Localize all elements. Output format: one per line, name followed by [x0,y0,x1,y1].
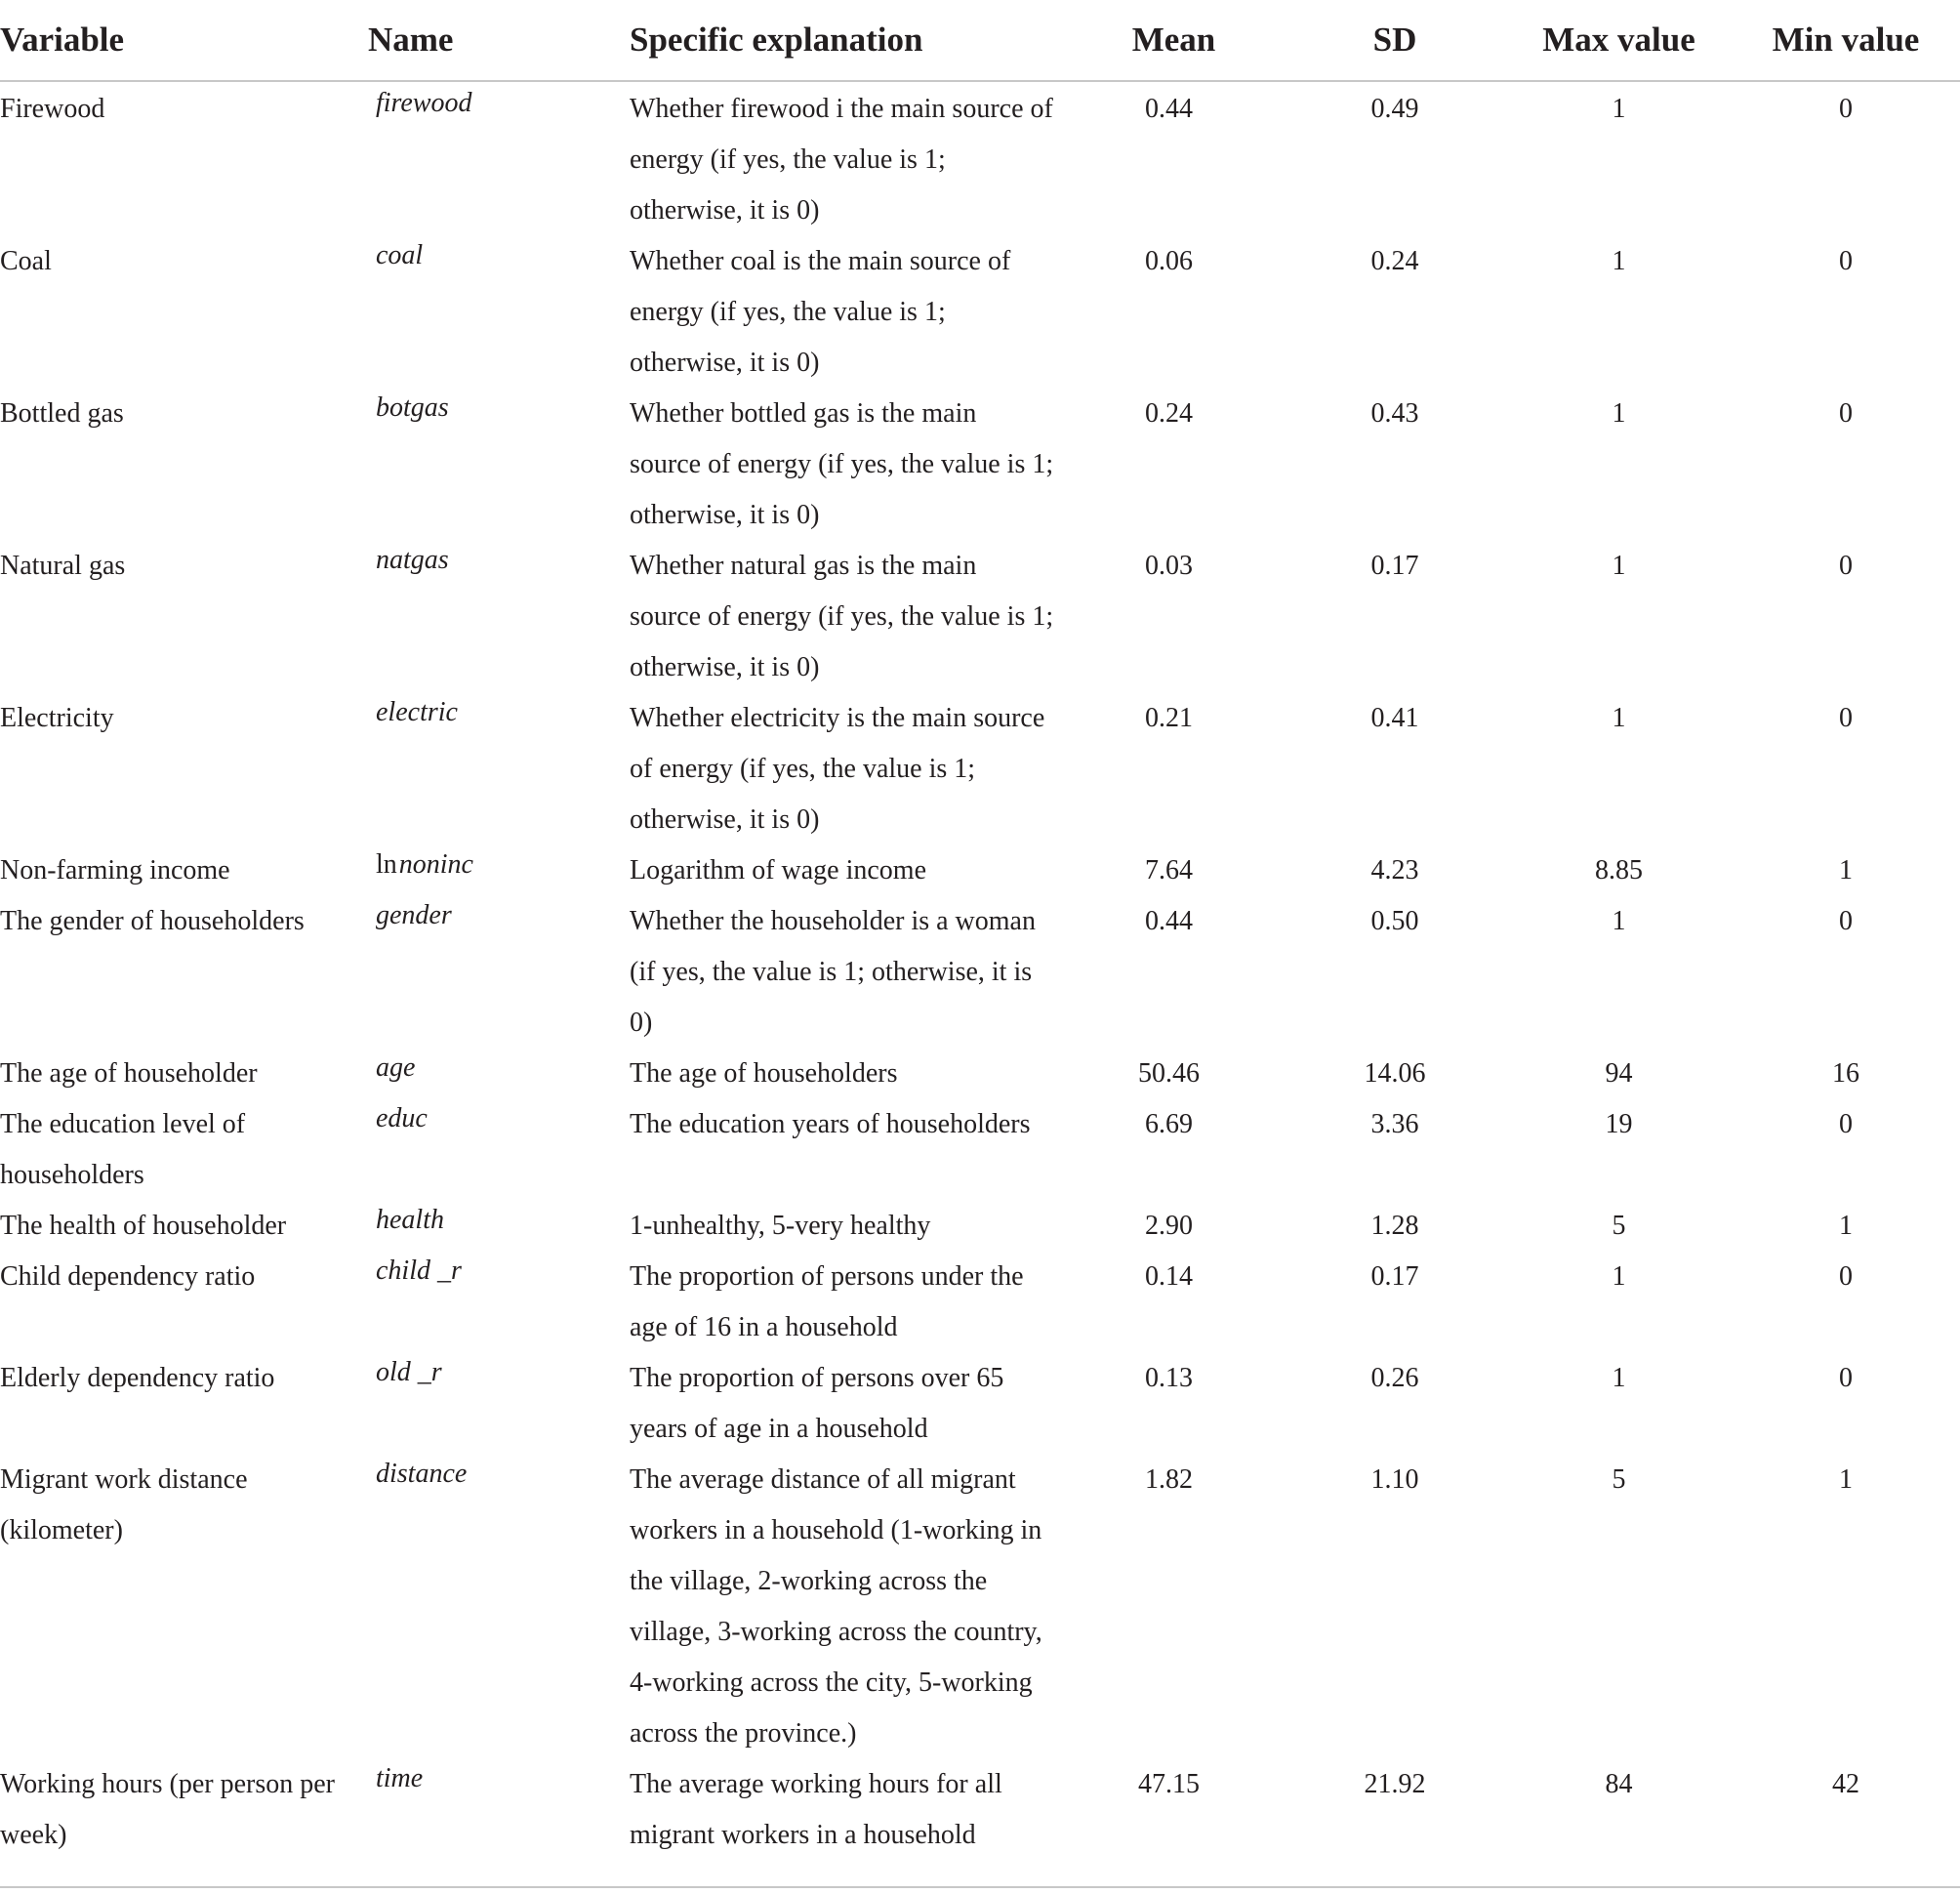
variable-code: coal [376,240,424,270]
cell-sd: 0.50 [1370,906,1419,936]
cell-sd: 14.06 [1364,1058,1426,1089]
cell-name [368,1753,630,1881]
cell-mean: 0.03 [1145,551,1193,581]
cell-name [368,1449,630,1753]
cell-min: 42 [1732,1759,1960,1887]
cell-name [368,687,630,840]
cell-explanation: Whether the householder is a woman (if yes, the value is 1; otherwise, it is 0) [630,906,1036,1038]
cell-mean: 1.82 [1145,1464,1193,1495]
cell-variable: The health of householder [0,1211,287,1241]
cell-sd: 1.28 [1370,1211,1419,1241]
cell-variable: Natural gas [0,551,126,581]
cell-mean: 0.44 [1145,906,1193,936]
cell-min: 0 [1839,1109,1853,1139]
cell-variable: The age of householder [0,1058,258,1089]
variable-code: educ [376,1103,428,1133]
log-prefix: ln [376,849,397,880]
cell-sd: 3.36 [1370,1109,1419,1139]
table-row [0,896,1960,1049]
table-row [0,1252,1960,1353]
cell-explanation: The education years of householders [630,1109,1031,1139]
cell-mean: 0.24 [1145,398,1193,429]
cell-name [368,535,630,687]
variable-code: child _r [376,1256,462,1286]
cell-explanation: The proportion of persons over 65 years of age in a household [630,1363,1004,1444]
variable-code: distance [376,1459,468,1489]
cell-variable: The education level of householders [0,1109,246,1190]
cell-sd: 0.24 [1370,246,1419,276]
cell-explanation: Whether bottled gas is the main source of energy (if yes, the value is 1; otherwise, it is 0) [630,398,1054,530]
cell-name [368,1347,630,1449]
cell-mean: 47.15 [1064,1759,1284,1887]
table-row [0,845,1960,896]
cell-explanation: The average distance of all migrant workers in a household (1-working in the village, 2-working across the village, 3-working across the country, 4-working across the city, 5-working across the province.) [630,1464,1042,1749]
cell-max: 5 [1612,1464,1626,1495]
header-min: Min value [1732,0,1960,81]
cell-max: 5 [1612,1211,1626,1241]
cell-max: 1 [1612,1261,1626,1292]
header-name: Name [368,0,630,81]
cell-explanation: Whether natural gas is the main source of energy (if yes, the value is 1; otherwise, it is 0) [630,551,1054,682]
cell-explanation: 1-unhealthy, 5-very healthy [630,1211,931,1241]
table-row [0,1099,1960,1201]
cell-sd: 0.17 [1370,1261,1419,1292]
variable-code: botgas [376,392,449,423]
cell-name [368,1043,630,1093]
cell-mean: 0.13 [1145,1363,1193,1393]
cell-min: 1 [1839,855,1853,885]
cell-max: 1 [1612,551,1626,581]
cell-mean: 7.64 [1145,855,1193,885]
cell-max: 84 [1506,1759,1732,1887]
table-row [0,541,1960,693]
table-row [0,1049,1960,1099]
cell-explanation: The average working hours for all migrant workers in a household [630,1759,1064,1887]
cell-name [368,383,630,535]
header-explanation: Specific explanation [630,0,1064,81]
cell-mean: 6.69 [1145,1109,1193,1139]
variable-code: health [376,1205,444,1235]
cell-min: 1 [1839,1464,1853,1495]
header-mean: Mean [1064,0,1284,81]
cell-explanation: The proportion of persons under the age of 16 in a household [630,1261,1024,1342]
cell-sd: 21.92 [1284,1759,1506,1887]
cell-sd: 0.43 [1370,398,1419,429]
cell-variable: Elderly dependency ratio [0,1363,275,1393]
cell-name [368,1195,630,1246]
cell-variable: Coal [0,246,52,276]
cell-min: 0 [1839,246,1853,276]
cell-variable: Migrant work distance (kilometer) [0,1464,248,1545]
variable-code: age [376,1052,416,1083]
cell-sd: 0.49 [1370,94,1419,124]
table-row [0,1201,1960,1252]
cell-variable: The gender of householders [0,906,305,936]
cell-explanation: The age of householders [630,1058,898,1089]
cell-min: 0 [1839,703,1853,733]
cell-min: 0 [1839,1261,1853,1292]
cell-max: 1 [1612,703,1626,733]
cell-min: 0 [1839,94,1853,124]
cell-min: 16 [1832,1058,1859,1089]
cell-max: 1 [1612,398,1626,429]
variable-code: electric [376,697,458,727]
cell-variable: Non-farming income [0,855,230,885]
table-row [0,1455,1960,1759]
header-max: Max value [1506,0,1732,81]
cell-sd: 0.41 [1370,703,1419,733]
cell-max: 1 [1612,1363,1626,1393]
cell-sd: 1.10 [1370,1464,1419,1495]
cell-sd: 0.17 [1370,551,1419,581]
cell-sd: 0.26 [1370,1363,1419,1393]
variable-code: firewood [376,88,472,118]
cell-max: 8.85 [1595,855,1643,885]
cell-max: 1 [1612,94,1626,124]
cell-max: 94 [1605,1058,1633,1089]
header-sd: SD [1284,0,1506,81]
cell-variable: Working hours (per person per week) [0,1759,368,1887]
cell-min: 0 [1839,906,1853,936]
table-row [0,236,1960,389]
cell-max: 1 [1612,906,1626,936]
cell-mean: 0.44 [1145,94,1193,124]
cell-explanation: Whether coal is the main source of energy (if yes, the value is 1; otherwise, it is 0) [630,246,1011,378]
cell-min: 1 [1839,1211,1853,1241]
cell-mean: 50.46 [1138,1058,1200,1089]
variable-code: gender [376,900,452,930]
cell-name [368,75,630,230]
cell-variable: Electricity [0,703,114,733]
table-row [0,389,1960,541]
cell-mean: 0.06 [1145,246,1193,276]
header-row [0,0,1960,81]
variable-code: old _r [376,1357,442,1387]
cell-name [368,1093,630,1195]
cell-explanation: Whether firewood i the main source of energy (if yes, the value is 1; otherwise, it is 0) [630,94,1053,226]
cell-min: 0 [1839,398,1853,429]
variable-code: noninc [398,849,473,880]
cell-name [368,840,630,890]
cell-max: 1 [1612,246,1626,276]
cell-variable: Child dependency ratio [0,1261,256,1292]
cell-name [368,890,630,1043]
table-body [0,81,1960,1887]
cell-mean: 0.14 [1145,1261,1193,1292]
cell-variable: Bottled gas [0,398,124,429]
cell-min: 0 [1839,1363,1853,1393]
table-row [0,1353,1960,1455]
table-row [0,81,1960,236]
cell-name [368,230,630,383]
cell-name [368,1246,630,1347]
table-row [0,1759,1960,1887]
cell-sd: 4.23 [1370,855,1419,885]
cell-min: 0 [1839,551,1853,581]
table-row [0,693,1960,845]
cell-explanation: Whether electricity is the main source of energy (if yes, the value is 1; otherwise, it is 0) [630,703,1045,835]
cell-max: 19 [1605,1109,1633,1139]
variable-code: time [376,1763,424,1793]
cell-mean: 2.90 [1145,1211,1193,1241]
table-header [0,0,1960,81]
header-variable: Variable [0,0,368,81]
cell-mean: 0.21 [1145,703,1193,733]
cell-variable: Firewood [0,94,105,124]
cell-explanation: Logarithm of wage income [630,855,927,885]
variable-code: natgas [376,545,449,575]
